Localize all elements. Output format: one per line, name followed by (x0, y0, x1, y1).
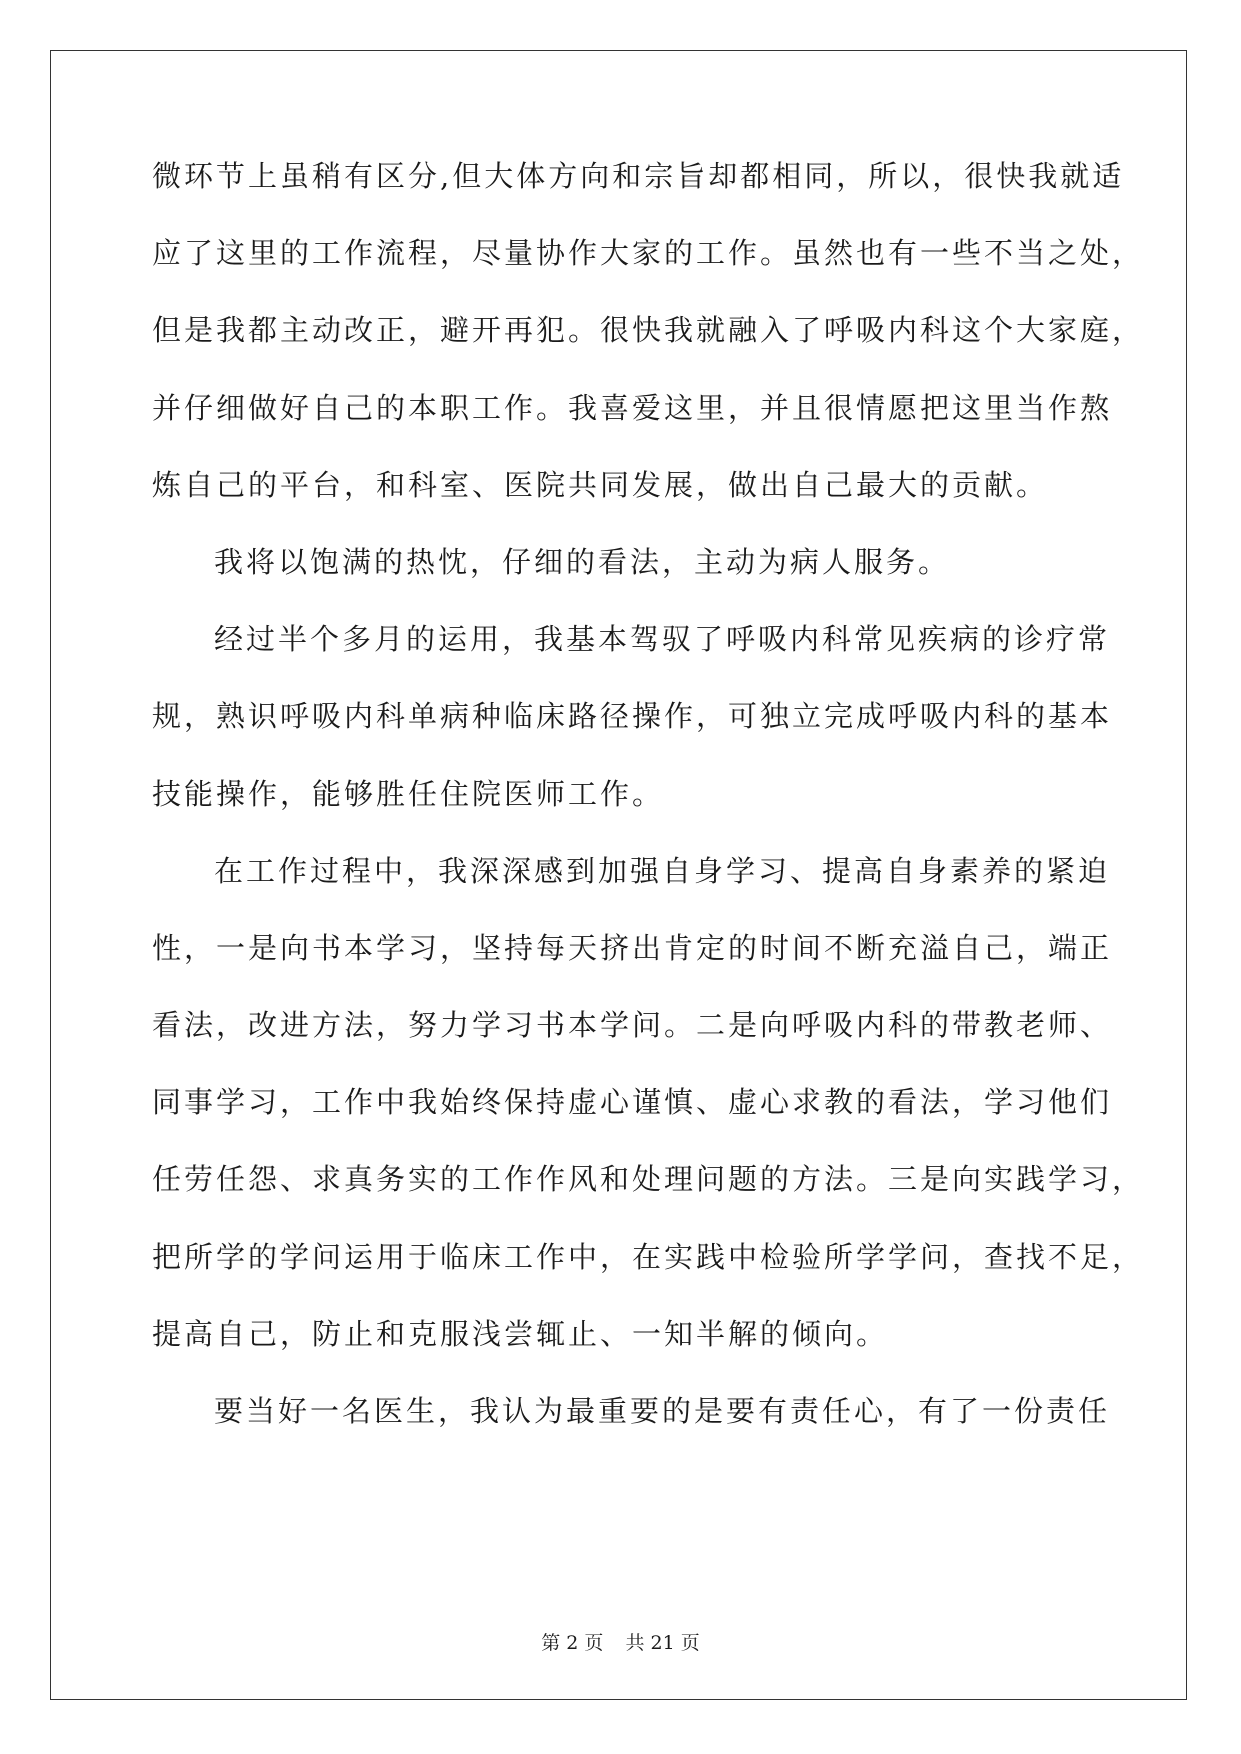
text-line: 微环节上虽稍有区分,但大体方向和宗旨却都相同，所以，很快我就适 (152, 159, 1125, 193)
text-line: 应了这里的工作流程，尽量协作大家的工作。虽然也有一些不当之处， (152, 236, 1145, 271)
text-line: 经过半个多月的运用，我基本驾驭了呼吸内科常见疾病的诊疗常 (214, 622, 1111, 657)
text-line: 技能操作，能够胜任住院医师工作。 (152, 776, 665, 811)
text-line: 并仔细做好自己的本职工作。我喜爱这里，并且很情愿把这里当作熬 (152, 390, 1113, 425)
page-number: 第 2 页 (541, 1632, 604, 1654)
text-line: 规，熟识呼吸内科单病种临床路径操作，可独立完成呼吸内科的基本 (152, 699, 1113, 734)
text-line: 把所学的学问运用于临床工作中，在实践中检验所学学问，查找不足， (152, 1239, 1145, 1274)
text-line: 炼自己的平台，和科室、医院共同发展，做出自己最大的贡献。 (152, 467, 1049, 502)
text-line: 我将以饱满的热忱，仔细的看法，主动为病人服务。 (214, 544, 951, 579)
text-line: 提高自己，防止和克服浅尝辄止、一知半解的倾向。 (152, 1316, 889, 1351)
text-line: 任劳任怨、求真务实的工作作风和处理问题的方法。三是向实践学习， (152, 1162, 1145, 1197)
text-line: 要当好一名医生，我认为最重要的是要有责任心，有了一份责任 (214, 1394, 1111, 1428)
text-line: 同事学习，工作中我始终保持虚心谨慎、虚心求教的看法，学习他们 (152, 1085, 1113, 1120)
text-line: 在工作过程中，我深深感到加强自身学习、提高自身素养的紧迫 (214, 853, 1111, 888)
text-line: 性，一是向书本学习，坚持每天挤出肯定的时间不断充溢自己，端正 (152, 930, 1113, 965)
document-body (152, 159, 1145, 1472)
page-footer (0, 1628, 1241, 1655)
text-line: 但是我都主动改正，避开再犯。很快我就融入了呼吸内科这个大家庭， (152, 313, 1145, 348)
text-line: 看法，改进方法，努力学习书本学问。二是向呼吸内科的带教老师、 (152, 1008, 1113, 1043)
page-total: 共 21 页 (625, 1632, 700, 1654)
